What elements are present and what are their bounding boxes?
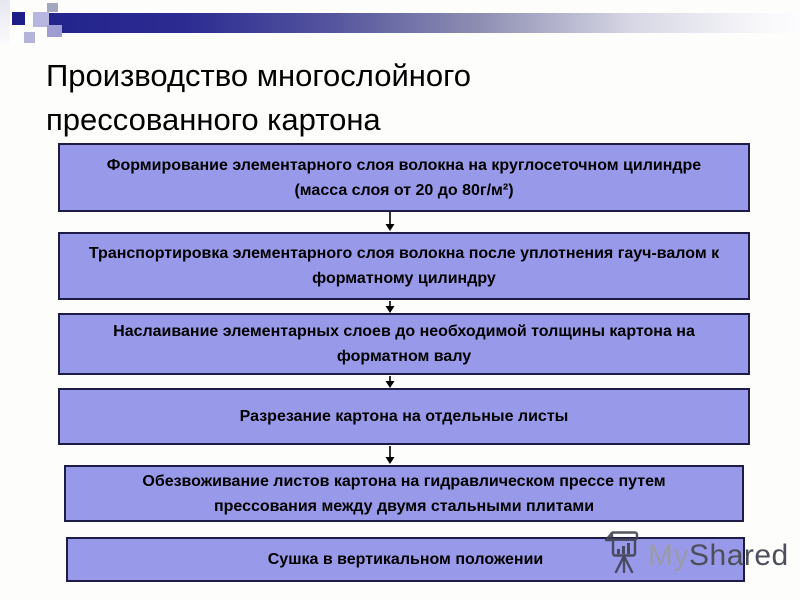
slide-title	[46, 54, 746, 142]
header-gradient-bar	[48, 13, 800, 33]
corner-square-small	[24, 32, 35, 43]
flow-step-1	[58, 143, 750, 212]
watermark-brand-text	[648, 538, 789, 572]
presentation-easel-icon	[603, 530, 643, 581]
flow-step-6-label: Сушка в вертикальном положении	[267, 551, 544, 568]
flow-step-3-label: Наслаивание элементарных слоев до необходимой толщины картона на форматном валу	[113, 323, 695, 365]
flow-step-5-label: Обезвоживание листов картона на гидравлическом прессе путем прессования между двумя стальными плитами	[142, 472, 666, 515]
slide-title-line2: прессованного картона	[46, 102, 381, 137]
flow-arrow-down-icon	[384, 301, 396, 313]
flow-step-4-label: Разрезание картона на отдельные листы	[239, 408, 569, 425]
corner-square-lavender-mid	[47, 25, 62, 37]
flow-step-1-label: Формирование элементарного слоя волокна на круглосеточном цилиндре (масса слоя от 20 до 80г/м²)	[106, 156, 702, 199]
flow-step-2-label: Транспортировка элементарного слоя волокна после уплотнения гауч-валом к форматному цилиндру	[88, 245, 720, 287]
watermark-shared: Shared	[689, 538, 789, 572]
flow-step-3	[58, 313, 750, 375]
flow-arrow-down-icon	[384, 376, 396, 388]
flow-step-4	[58, 388, 750, 445]
watermark-my: My	[648, 538, 689, 572]
header-left-strip	[0, 0, 10, 44]
corner-square-gray	[47, 3, 58, 12]
myshared-watermark	[603, 530, 789, 581]
slide-title-line1: Производство многослойного	[46, 58, 471, 93]
flow-arrow-down-icon	[384, 212, 396, 231]
flow-step-2	[58, 232, 750, 300]
flow-arrow-down-icon	[384, 446, 396, 464]
corner-square-navy	[12, 12, 25, 25]
flow-step-5	[64, 465, 744, 522]
